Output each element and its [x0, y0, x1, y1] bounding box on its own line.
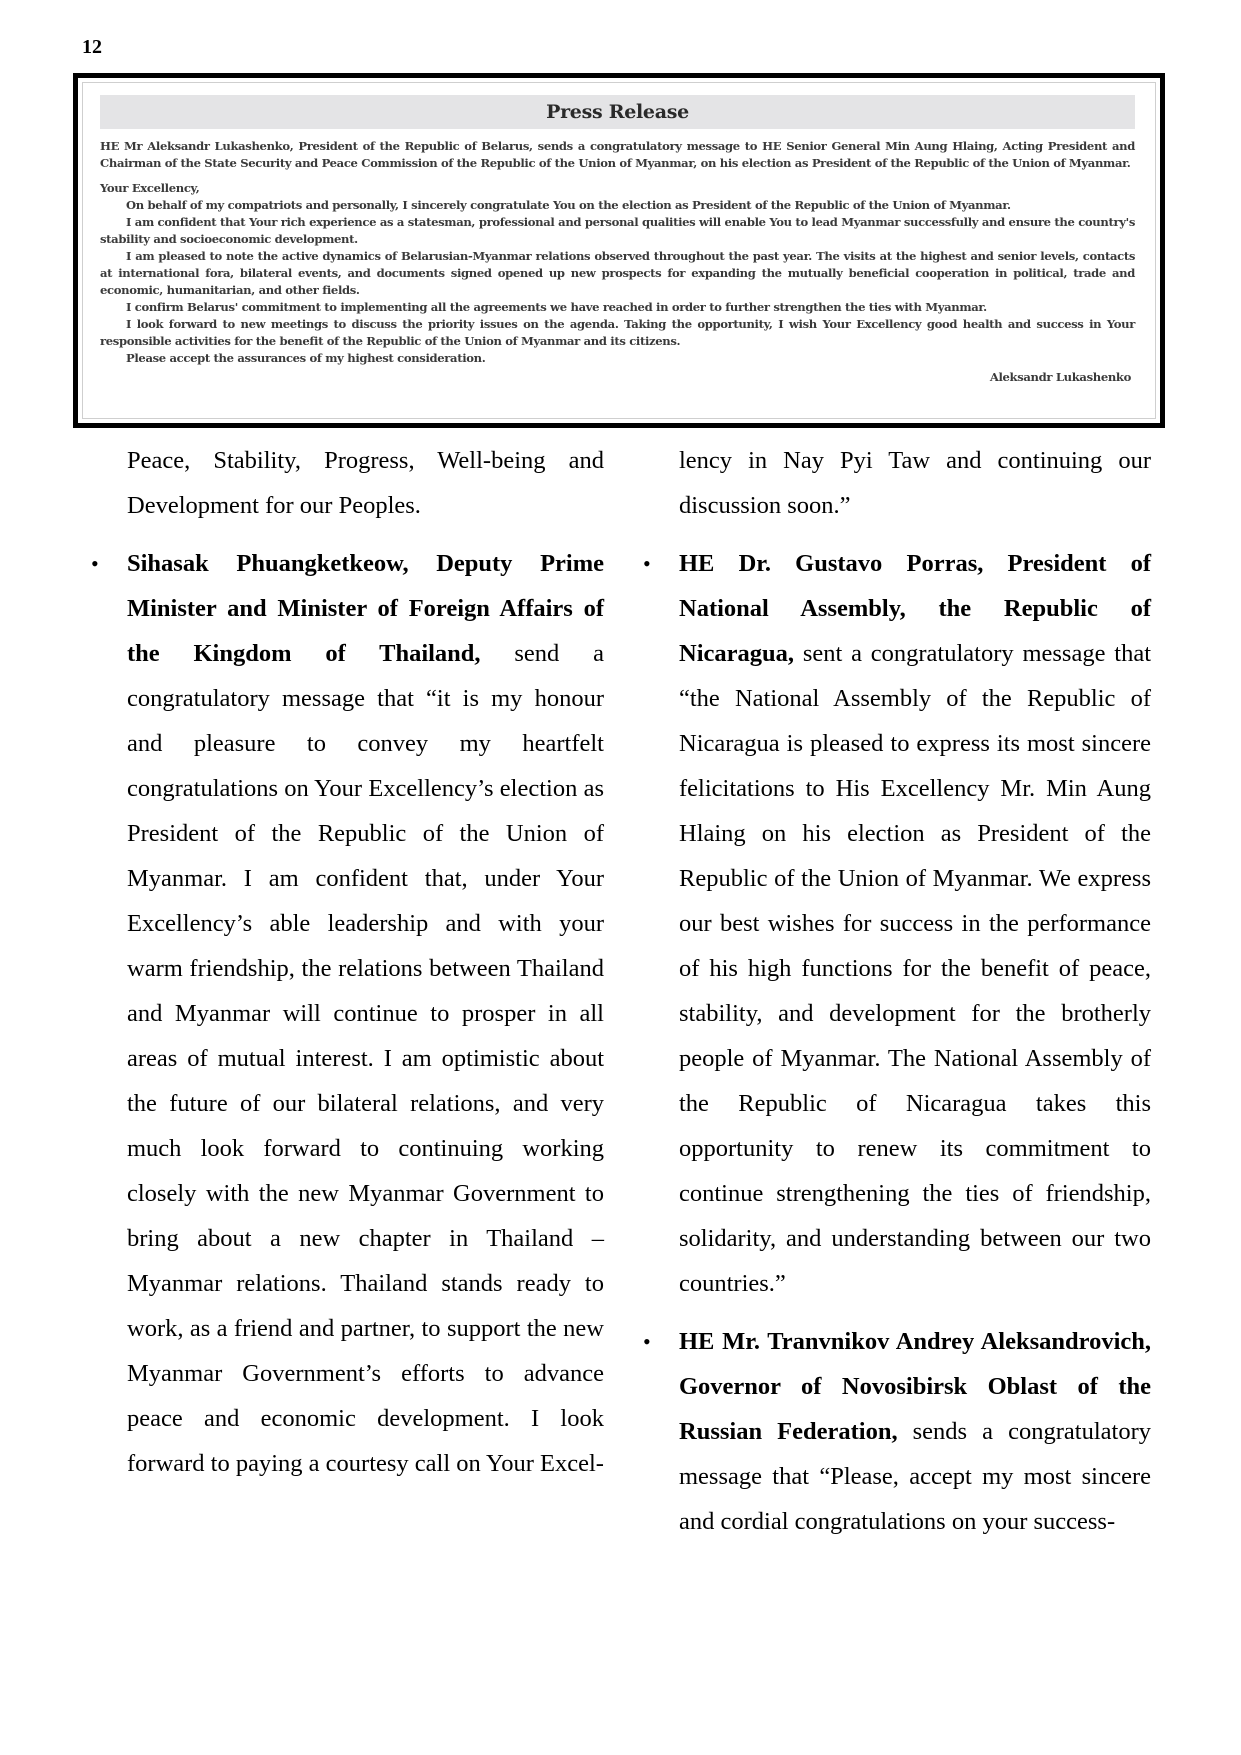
press-release-paragraph: I am confident that Your rich experience as a statesman, professional and personal qualities will enable You to lead Myanmar successfully and ensure the country's stability and socioeconomic development.	[100, 215, 1135, 246]
press-release-paragraph: On behalf of my compatriots and personally, I sincerely congratulate You on the election as President of the Republic of the Union of Myanmar.	[126, 198, 1011, 212]
list-item	[91, 541, 604, 1486]
bullet-icon: •	[91, 551, 99, 576]
press-release-inner	[82, 82, 1156, 419]
list-item	[643, 541, 1151, 1306]
list-item	[643, 1319, 1151, 1544]
message-text: send a congratulatory message that “it is my honour and pleasure to convey my heartfelt congratulations on Your Excellency’s election as President of the Republic of the Union of Myanmar. I am confident that, under Your Excellency’s able leadership and with your warm friendship, the relations between Thailand and Myanmar will continue to prosper in all areas of mutual interest. I am optimistic about the future of our bilateral relations, and very much look forward to continuing working closely with the new Myanmar Government to bring about a new chapter in Thailand – Myanmar relations. Thailand stands ready to work, as a friend and partner, to support the new Myanmar Government’s efforts to advance peace and economic development. I look forward to paying a courtesy call on Your Excel-	[127, 640, 604, 1477]
message-text: sent a congratulatory message that “the National Assembly of the Republic of Nicaragua is pleased to express its most sincere felicitations to His Excellency Mr. Min Aung Hlaing on his election as President of the Republic of the Union of Myanmar. We express our best wishes for success in the performance of his high functions for the benefit of peace, stability, and development for the brotherly people of Myanmar. The National Assembly of the Republic of Nicaragua takes this opportunity to renew its commitment to continue strengthening the ties of friendship, solidarity, and understanding between our two countries.”	[679, 640, 1151, 1297]
bullet-icon: •	[643, 1329, 651, 1354]
left-column-continuation: Peace, Stability, Progress, Well-being and Development for our Peoples.	[127, 447, 604, 519]
sender-name: HE Mr. Tranvnikov Andrey Aleksandrovich, Governor of Novosibirsk Oblast of the Russian Federation,	[679, 1328, 1151, 1445]
right-column-continuation: lency in Nay Pyi Taw and continuing our discussion soon.”	[679, 447, 1151, 519]
press-release-box	[73, 73, 1165, 428]
press-release-signature: Aleksandr Lukashenko	[989, 370, 1131, 384]
press-release-title-bar	[100, 95, 1135, 129]
press-release-title: Press Release	[546, 101, 689, 123]
message-text: sends a congratulatory message that “Please, accept my most sincere and cordial congratulations on your success-	[679, 1418, 1151, 1535]
sender-name: Sihasak Phuangketkeow, Deputy Prime Minister and Minister of Foreign Affairs of the Kingdom of Thailand,	[127, 550, 604, 667]
right-column	[643, 438, 1151, 1544]
press-release-paragraph: I am pleased to note the active dynamics of Belarusian-Myanmar relations observed throughout the past year. The visits at the highest and senior levels, contacts at international fora, bilateral events, and documents signed opened up new prospects for expanding the mutually beneficial cooperation in political, trade and economic, humanitarian, and other fields.	[100, 249, 1135, 297]
press-release-lead: HE Mr Aleksandr Lukashenko, President of the Republic of Belarus, sends a congratulatory message to HE Senior General Min Aung Hlaing, Acting President and Chairman of the State Security and Peace Commission of the Republic of the Union of Myanmar, on his election as President of the Republic of the Union of Myanmar.	[100, 139, 1135, 170]
page-number: 12	[82, 36, 102, 58]
left-column	[91, 438, 604, 1486]
sender-name: HE Dr. Gustavo Porras, President of National Assembly, the Republic of Nicaragua,	[679, 550, 1151, 667]
press-release-paragraph: Please accept the assurances of my highest consideration.	[126, 351, 486, 365]
press-release-paragraph: I look forward to new meetings to discuss the priority issues on the agenda. Taking the opportunity, I wish Your Excellency good health and success in Your responsible activities for the benefit of the Republic of the Union of Myanmar and its citizens.	[100, 317, 1135, 348]
press-release-paragraph: I confirm Belarus' commitment to implementing all the agreements we have reached in order to further strengthen the ties with Myanmar.	[126, 300, 987, 314]
bullet-icon: •	[643, 551, 651, 576]
press-release-body	[100, 138, 1135, 386]
press-release-salutation: Your Excellency,	[100, 181, 200, 195]
